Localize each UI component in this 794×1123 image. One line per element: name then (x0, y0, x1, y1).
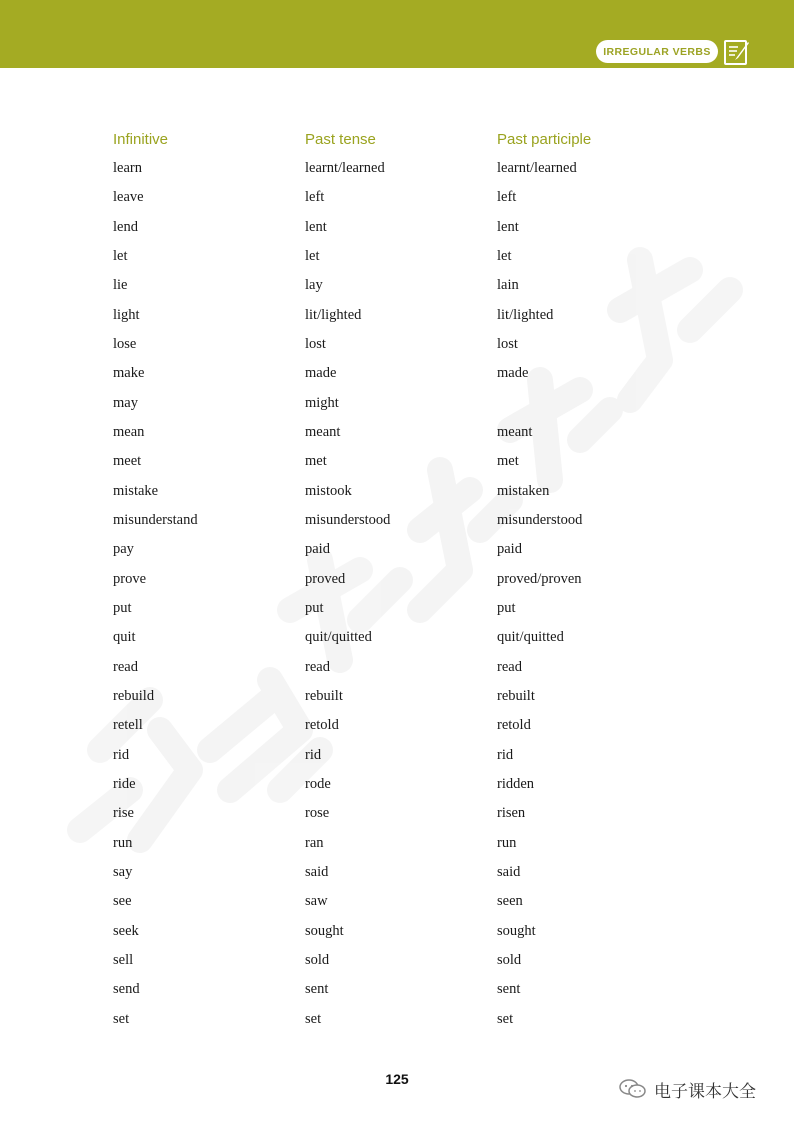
past-tense-cell: lay (305, 277, 323, 293)
past-tense-cell: met (305, 453, 327, 469)
table-row (0, 424, 794, 448)
past-tense-cell: proved (305, 571, 346, 587)
infinitive-cell: lie (113, 277, 128, 293)
past-tense-cell: retold (305, 717, 339, 733)
past-participle-cell: learnt/learned (497, 160, 577, 176)
past-tense-cell: put (305, 600, 324, 616)
table-row (0, 307, 794, 331)
past-participle-cell: meant (497, 424, 533, 440)
infinitive-cell: learn (113, 160, 142, 176)
infinitive-cell: quit (113, 629, 136, 645)
past-participle-cell: rebuilt (497, 688, 535, 704)
past-participle-cell: proved/proven (497, 571, 582, 587)
past-participle-cell: sought (497, 923, 536, 939)
past-participle-cell: let (497, 248, 512, 264)
table-row (0, 395, 794, 419)
table-row (0, 835, 794, 859)
past-tense-cell: left (305, 189, 325, 205)
infinitive-cell: mean (113, 424, 145, 440)
past-tense-cell: set (305, 1011, 322, 1027)
column-header-infinitive: Infinitive (113, 131, 169, 148)
past-participle-cell: sent (497, 981, 521, 997)
table-row (0, 600, 794, 624)
past-tense-cell: ran (305, 835, 324, 851)
infinitive-cell: mistake (113, 483, 159, 499)
past-participle-cell: left (497, 189, 517, 205)
infinitive-cell: ride (113, 776, 136, 792)
past-tense-cell: saw (305, 893, 328, 909)
past-tense-cell: let (305, 248, 320, 264)
past-participle-cell: rid (497, 747, 514, 763)
table-row (0, 776, 794, 800)
table-row (0, 160, 794, 184)
past-tense-cell: lent (305, 219, 327, 235)
past-tense-cell: might (305, 395, 339, 411)
infinitive-cell: lose (113, 336, 137, 352)
infinitive-cell: meet (113, 453, 142, 469)
table-row (0, 805, 794, 829)
past-participle-cell: seen (497, 893, 523, 909)
infinitive-cell: send (113, 981, 140, 997)
infinitive-cell: let (113, 248, 128, 264)
past-tense-cell: sent (305, 981, 329, 997)
table-row (0, 336, 794, 360)
past-tense-cell: meant (305, 424, 341, 440)
column-headers (0, 131, 794, 155)
table-row (0, 365, 794, 389)
past-tense-cell: mistook (305, 483, 352, 499)
table-row (0, 717, 794, 741)
past-participle-cell: met (497, 453, 519, 469)
table-row (0, 864, 794, 888)
notebook-pencil-icon (723, 38, 751, 66)
infinitive-cell: misunderstand (113, 512, 198, 528)
table-row (0, 893, 794, 917)
table-row (0, 659, 794, 683)
past-participle-cell: lit/lighted (497, 307, 554, 323)
infinitive-cell: lend (113, 219, 138, 235)
past-participle-cell: lain (497, 277, 519, 293)
past-participle-cell: retold (497, 717, 531, 733)
past-participle-cell: lent (497, 219, 519, 235)
page-number: 125 (385, 1071, 409, 1087)
column-header-past-participle: Past participle (497, 131, 592, 148)
infinitive-cell: see (113, 893, 132, 909)
table-row (0, 277, 794, 301)
table-row (0, 923, 794, 947)
table-row (0, 453, 794, 477)
past-tense-cell: sought (305, 923, 344, 939)
past-tense-cell: lost (305, 336, 326, 352)
table-row (0, 952, 794, 976)
infinitive-cell: put (113, 600, 132, 616)
past-tense-cell: quit/quitted (305, 629, 372, 645)
infinitive-cell: make (113, 365, 145, 381)
past-tense-cell: learnt/learned (305, 160, 385, 176)
past-participle-cell: risen (497, 805, 526, 821)
table-row (0, 541, 794, 565)
infinitive-cell: sell (113, 952, 134, 968)
past-tense-cell: lit/lighted (305, 307, 362, 323)
infinitive-cell: run (113, 835, 133, 851)
past-participle-cell: ridden (497, 776, 535, 792)
table-row (0, 571, 794, 595)
past-tense-cell: made (305, 365, 337, 381)
wechat-badge-label: 电子课本大全 (654, 1081, 756, 1102)
past-participle-cell: misunderstood (497, 512, 583, 528)
past-tense-cell: said (305, 864, 329, 880)
infinitive-cell: read (113, 659, 138, 675)
table-row (0, 629, 794, 653)
infinitive-cell: retell (113, 717, 143, 733)
past-tense-cell: rode (305, 776, 331, 792)
table-row (0, 219, 794, 243)
table-row (0, 483, 794, 507)
past-tense-cell: misunderstood (305, 512, 391, 528)
infinitive-cell: may (113, 395, 138, 411)
infinitive-cell: light (113, 307, 140, 323)
infinitive-cell: rebuild (113, 688, 155, 704)
past-participle-cell: read (497, 659, 522, 675)
table-row (0, 688, 794, 712)
table-row (0, 981, 794, 1005)
infinitive-cell: seek (113, 923, 139, 939)
infinitive-cell: set (113, 1011, 130, 1027)
past-participle-cell: quit/quitted (497, 629, 564, 645)
wechat-badge (618, 1076, 756, 1102)
wechat-icon (618, 1077, 648, 1101)
past-participle-cell: sold (497, 952, 522, 968)
past-participle-cell: made (497, 365, 529, 381)
infinitive-cell: say (113, 864, 133, 880)
section-label: IRREGULAR VERBS (596, 40, 718, 63)
table-row (0, 248, 794, 272)
infinitive-cell: rise (113, 805, 134, 821)
past-participle-cell: put (497, 600, 516, 616)
infinitive-cell: prove (113, 571, 147, 587)
past-tense-cell: rid (305, 747, 322, 763)
infinitive-cell: rid (113, 747, 130, 763)
table-row (0, 189, 794, 213)
past-participle-cell: lost (497, 336, 518, 352)
column-header-past-tense: Past tense (305, 131, 376, 148)
past-tense-cell: rose (305, 805, 330, 821)
past-participle-cell: run (497, 835, 517, 851)
table-row (0, 747, 794, 771)
table-row (0, 512, 794, 536)
past-participle-cell: said (497, 864, 521, 880)
past-participle-cell: mistaken (497, 483, 550, 499)
past-participle-cell: paid (497, 541, 522, 557)
table-row (0, 1011, 794, 1035)
past-tense-cell: rebuilt (305, 688, 343, 704)
past-tense-cell: paid (305, 541, 330, 557)
infinitive-cell: leave (113, 189, 144, 205)
infinitive-cell: pay (113, 541, 134, 557)
past-participle-cell: set (497, 1011, 514, 1027)
past-tense-cell: read (305, 659, 330, 675)
past-tense-cell: sold (305, 952, 330, 968)
